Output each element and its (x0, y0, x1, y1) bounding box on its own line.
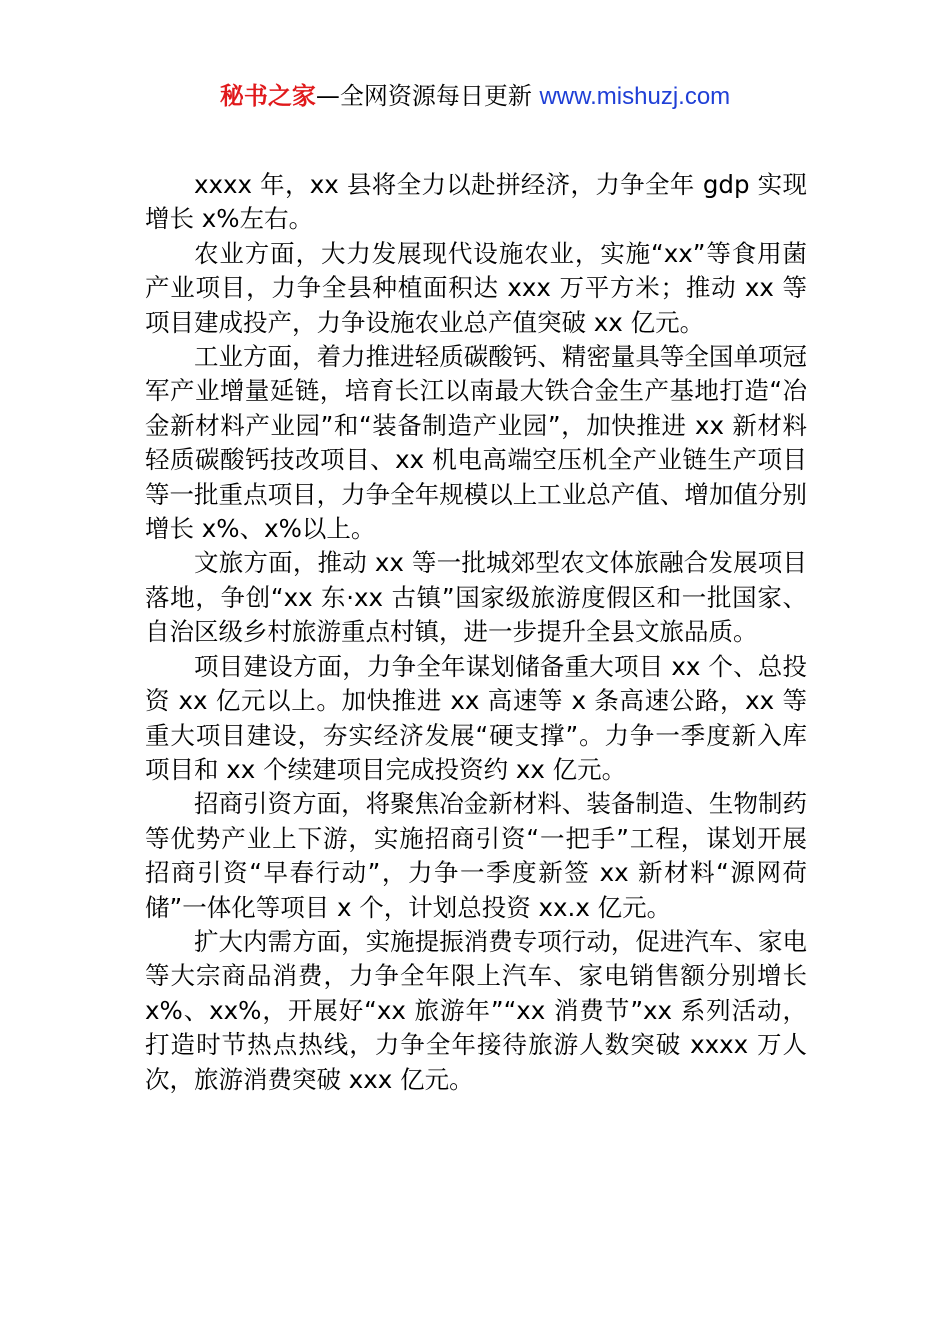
paragraph-project-construction: 项目建设方面，力争全年谋划储备重大项目 xx 个、总投资 xx 亿元以上。加快推进 xx 高速等 x 条高速公路，xx 等重大项目建设，夯实经济发展“硬支撑”。力争一季度新入库项目和 xx 个续建项目完成投资约 xx 亿元。 (145, 651, 807, 784)
paragraph-agriculture: 农业方面，大力发展现代设施农业，实施“xx”等食用菌产业项目，力争全县种植面积达 xxx 万平方米；推动 xx 等项目建成投产，力争设施农业总产值突破 xx 亿元。 (145, 238, 807, 337)
site-tagline: —全网资源每日更新 (315, 82, 540, 110)
paragraph-culture-tourism: 文旅方面，推动 xx 等一批城郊型农文体旅融合发展项目落地，争创“xx 东·xx 古镇”国家级旅游度假区和一批国家、自治区级乡村旅游重点村镇，进一步提升全县文旅品质。 (145, 548, 807, 647)
site-brand: 秘书之家 (219, 82, 316, 110)
site-header (0, 80, 950, 113)
paragraph-industry: 工业方面，着力推进轻质碳酸钙、精密量具等全国单项冠军产业增量延链，培育长江以南最大铁合金生产基地打造“冶金新材料产业园”和“装备制造产业园”，加快推进 xx 新材料轻质碳酸钙技改项目、xx 机电高端空压机全产业链生产项目等一批重点项目，力争全年规模以上工业总产值、增加值分别增长 x%、x%以上。 (145, 342, 807, 544)
paragraph-investment-attraction: 招商引资方面，将聚焦冶金新材料、装备制造、生物制药等优势产业上下游，实施招商引资“一把手”工程，谋划开展招商引资“早春行动”，力争一季度新签 xx 新材料“源网荷储”一体化等项目 x 个，计划总投资 xx.x 亿元。 (145, 789, 807, 922)
paragraph-domestic-demand: 扩大内需方面，实施提振消费专项行动，促进汽车、家电等大宗商品消费，力争全年限上汽车、家电销售额分别增长 x%、xx%，开展好“xx 旅游年”“xx 消费节”xx 系列活动，打造时节热点热线，力争全年接待旅游人数突破 xxxx 万人次，旅游消费突破 xxx 亿元。 (145, 926, 807, 1094)
paragraph-gdp: xxxx 年，xx 县将全力以赴拼经济，力争全年 gdp 实现增长 x%左右。 (145, 170, 807, 234)
site-url-link[interactable]: www.mishuzj.com (539, 83, 731, 110)
document-body (145, 168, 807, 1097)
